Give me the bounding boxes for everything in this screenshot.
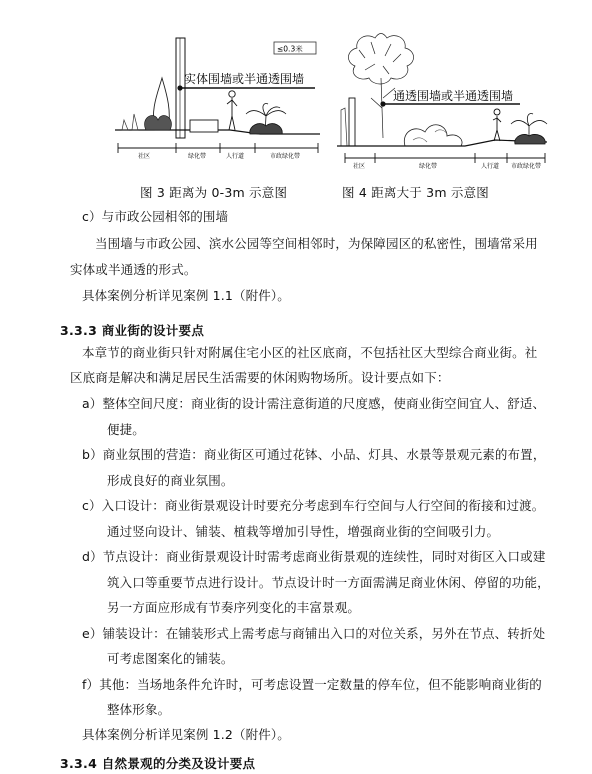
item-c-line1: c）入口设计：商业街景观设计时要充分考虑到车行空间与人行空间的衔接和过渡。 bbox=[82, 498, 545, 513]
item-d-line1: d）节点设计：商业街景观设计时需考虑商业街景观的连续性，同时对街区入口或建 bbox=[82, 549, 546, 564]
fig4-wall-label: 通透围墙或半通透围墙 bbox=[393, 89, 514, 103]
item-b-line1: b）商业氛围的营造：商业街区可通过花钵、小品、灯具、水景等景观元素的布置， bbox=[82, 447, 546, 462]
fig3-zone-2: 人行道 bbox=[226, 153, 245, 160]
item-c-line2: 通过竖向设计、铺装、植栽等增加引导性，增强商业街的空间吸引力。 bbox=[107, 524, 500, 539]
sec333-ref: 具体案例分析详见案例 1.2（附件）。 bbox=[82, 727, 290, 742]
item-e-line2: 可考虑图案化的铺装。 bbox=[107, 651, 234, 666]
fig4-zone-2: 人行道 bbox=[481, 163, 500, 170]
sec333-intro2: 区底商是解决和满足居民生活需要的休闲购物场所。设计要点如下： bbox=[70, 370, 450, 385]
fig3-person bbox=[227, 91, 237, 130]
item-a-line1: a）整体空间尺度：商业街的设计需注意街道的尺度感，使商业街空间宜人、舒适、 bbox=[82, 396, 546, 411]
fig4-palm bbox=[511, 114, 547, 145]
fig3-zone-3: 市政绿化带 bbox=[270, 153, 301, 160]
fig3-zone-1: 绿化带 bbox=[188, 153, 207, 160]
item-f-line1: f）其他：当场地条件允许时，可考虑设置一定数量的停车位，但不能影响商业街的 bbox=[82, 677, 542, 692]
item-d-line3: 另一方面应形成有节奏序列变化的丰富景观。 bbox=[107, 600, 361, 615]
fig4-zone-0: 社区 bbox=[353, 163, 366, 170]
item-e-line1: e）铺装设计：在铺装形式上需考虑与商铺出入口的对位关系，另外在节点、转折处 bbox=[82, 626, 546, 641]
fig4-zone-1: 绿化带 bbox=[419, 163, 438, 170]
sec333-intro1: 本章节的商业街只针对附属住宅小区的社区底商，不包括社区大型综合商业街。社 bbox=[82, 345, 538, 360]
sec-c-line2: 实体或半通透的形式。 bbox=[70, 262, 197, 277]
section-heading-333: 3.3.3 商业街的设计要点 bbox=[60, 323, 205, 338]
fig4-zone-3: 市政绿化带 bbox=[511, 163, 542, 170]
fig3-planter bbox=[190, 120, 218, 132]
item-a-line2: 便捷。 bbox=[107, 422, 145, 437]
fig3-palm bbox=[246, 104, 286, 135]
fig4-person bbox=[493, 109, 501, 141]
section-heading-334: 3.3.4 自然景观的分类及设计要点 bbox=[60, 756, 256, 771]
item-f-line2: 整体形象。 bbox=[107, 702, 171, 717]
distance-tag: ≤0.3米 bbox=[277, 44, 303, 54]
fig4-shrubs bbox=[404, 125, 462, 146]
figure-4-caption: 图 4 距离大于 3m 示意图 bbox=[342, 185, 489, 200]
sec-c-ref: 具体案例分析详见案例 1.1（附件）。 bbox=[82, 288, 290, 303]
item-d-line2: 筑入口等重要节点进行设计。节点设计时一方面需满足商业休闲、停留的功能， bbox=[107, 575, 550, 590]
wall-pillar bbox=[349, 98, 355, 146]
figure-4-section-diagram bbox=[335, 28, 550, 176]
fig4-tree bbox=[348, 34, 413, 139]
item-b-line2: 形成良好的商业氛围。 bbox=[107, 473, 234, 488]
sec-c-title: c）与市政公园相邻的围墙 bbox=[82, 209, 229, 224]
figure-3-caption: 图 3 距离为 0-3m 示意图 bbox=[140, 185, 288, 200]
fig3-zone-0: 社区 bbox=[138, 153, 151, 160]
sec-c-line1: 当围墙与市政公园、滨水公园等空间相邻时，为保障园区的私密性，围墙常采用 bbox=[95, 236, 538, 251]
fig3-wall-label: 实体围墙或半通透围墙 bbox=[184, 72, 305, 86]
figure-3-section-diagram bbox=[110, 30, 325, 175]
